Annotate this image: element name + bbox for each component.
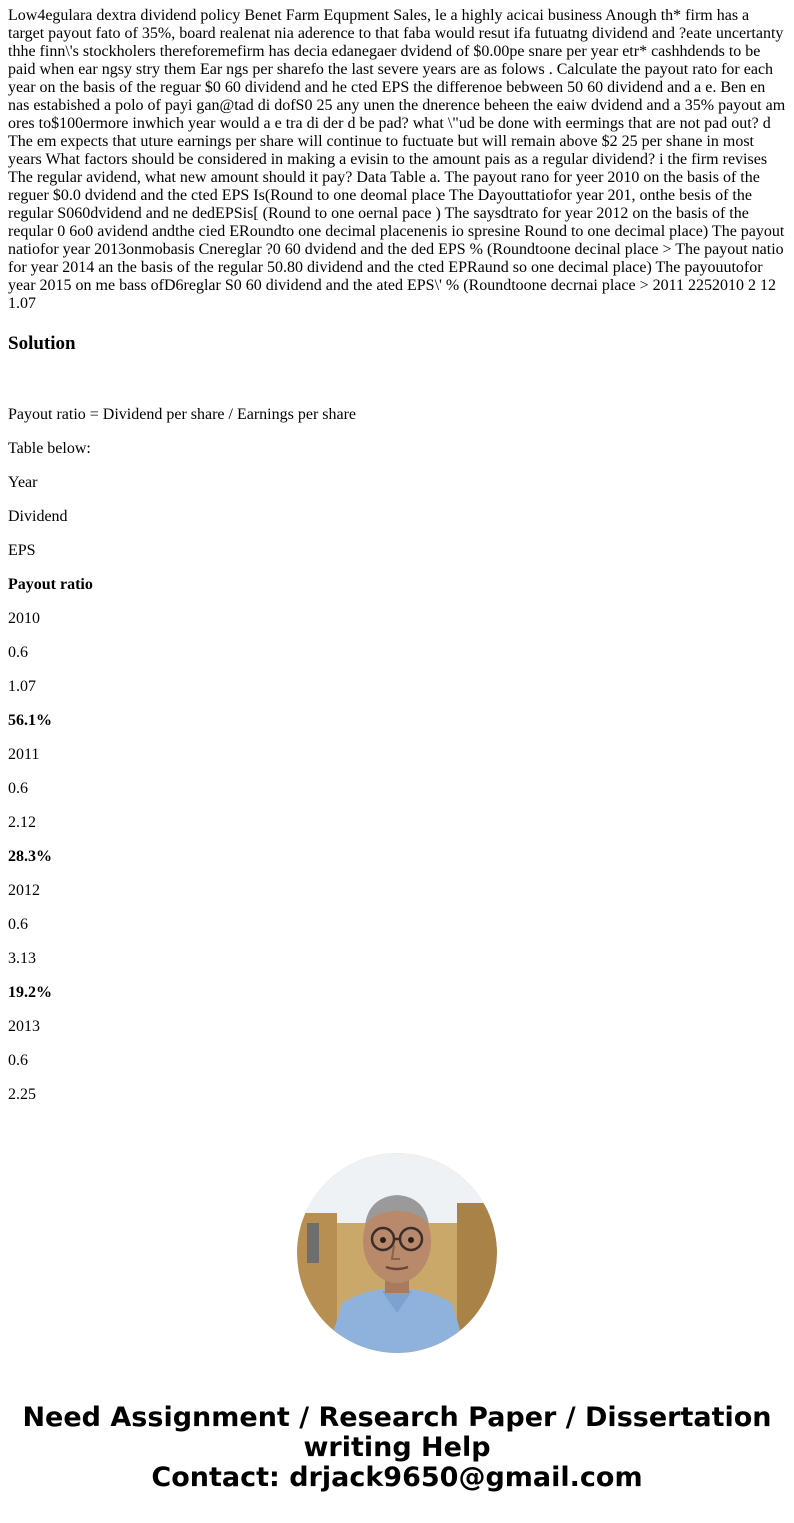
table-cell-eps: 2.12 <box>8 814 36 831</box>
table-cell-year: 2010 <box>8 610 40 627</box>
tutor-avatar <box>297 1153 497 1353</box>
table-cell-payout-ratio: 19.2% <box>8 984 52 1001</box>
table-cell-eps: 3.13 <box>8 950 36 967</box>
question-text: Low4egulara dextra dividend policy Benet Farm Equpment Sales, le a highly acicai business Anough th* firm has a target payout fato of 35%, board realenat nia aderence to that faba would resut ifa futuatng dividend and ?eate uncertanty thhe finn\'s stockholers thereforemefirm has decia edanegaer dvidend of $0.00pe snare per year etr* cashhdends to be paid when ear ngsy stry them Ear ngs per sharefo the last severe years are as folows . Calculate the payout rato for each year on the basis of the reguar $0 60 dividend and he cted EPS the differenoe bebween 50 60 dividend and a e. Ben en nas estabished a polo of payi gan@tad di dofS0 25 any unen the dnerence beheen the eaiw dvidend and a 35% payout am ores to$100ermore inwhich year would a e tra di der d be pad? what \"ud be done with eermings that are not pad out? d The em expects that uture earnings per share will continue to fuctuate but will remain above $2 25 per shane in most years What factors should be considered in making a evisin to the amount pais as a regular dividend? i the firm revises The regular avidend, what new amount should it pay? Data Table a. The payout rano for yeer 2010 on the basis of the reguer $0.0 dvidend and the cted EPS Is(Round to one deomal place The Dayouttatiofor year 201, onthe besis of the regular S060dvidend and ne dedEPSis[ (Round to one oernal pace ) The saysdtrato for year 2012 on the basis of the reqular 0 6o0 avidend andthe cied ERoundto one decimal placenenis io spresine Round to one decimal place) The payout natiofor year 2013onmobasis Cnereglar ?0 60 dvidend and the ded EPS % (Roundtoone decinal place > The payout natio for year 2014 an the basis of the regular 50.80 dividend and the cted EPRaund so one decimal place) The payouutofor year 2015 on me bass ofD6reglar S0 60 dividend and the ated EPS\' % (Roundtoone decrnai place > 2011 2252010 2 12 1.07 <box>8 7 786 312</box>
table-cell-payout-ratio: 28.3% <box>8 848 52 865</box>
table-header-eps: EPS <box>8 542 36 559</box>
table-cell-eps: 2.25 <box>8 1086 36 1103</box>
tutor-portrait <box>297 1153 497 1353</box>
promo-line-2: writing Help <box>303 1432 491 1463</box>
promo-banner <box>0 1403 794 1493</box>
table-cell-year: 2013 <box>8 1018 40 1035</box>
table-cell-dividend: 0.6 <box>8 1052 28 1069</box>
table-cell-year: 2011 <box>8 746 40 763</box>
table-cell-payout-ratio: 56.1% <box>8 712 52 729</box>
table-cell-dividend: 0.6 <box>8 780 28 797</box>
table-header-dividend: Dividend <box>8 508 68 525</box>
table-header-year: Year <box>8 474 38 491</box>
payout-formula: Payout ratio = Dividend per share / Earnings per share <box>8 406 357 423</box>
table-cell-eps: 1.07 <box>8 678 36 695</box>
table-cell-dividend: 0.6 <box>8 916 28 933</box>
table-header-payout-ratio: Payout ratio <box>8 576 93 593</box>
table-intro: Table below: <box>8 440 91 457</box>
table-cell-dividend: 0.6 <box>8 644 28 661</box>
solution-heading: Solution <box>8 333 76 354</box>
solution-body <box>8 405 788 1119</box>
promo-line-1: Need Assignment / Research Paper / Dissertation <box>22 1402 772 1433</box>
table-cell-year: 2012 <box>8 882 40 899</box>
promo-contact: Contact: drjack9650@gmail.com <box>151 1462 643 1493</box>
